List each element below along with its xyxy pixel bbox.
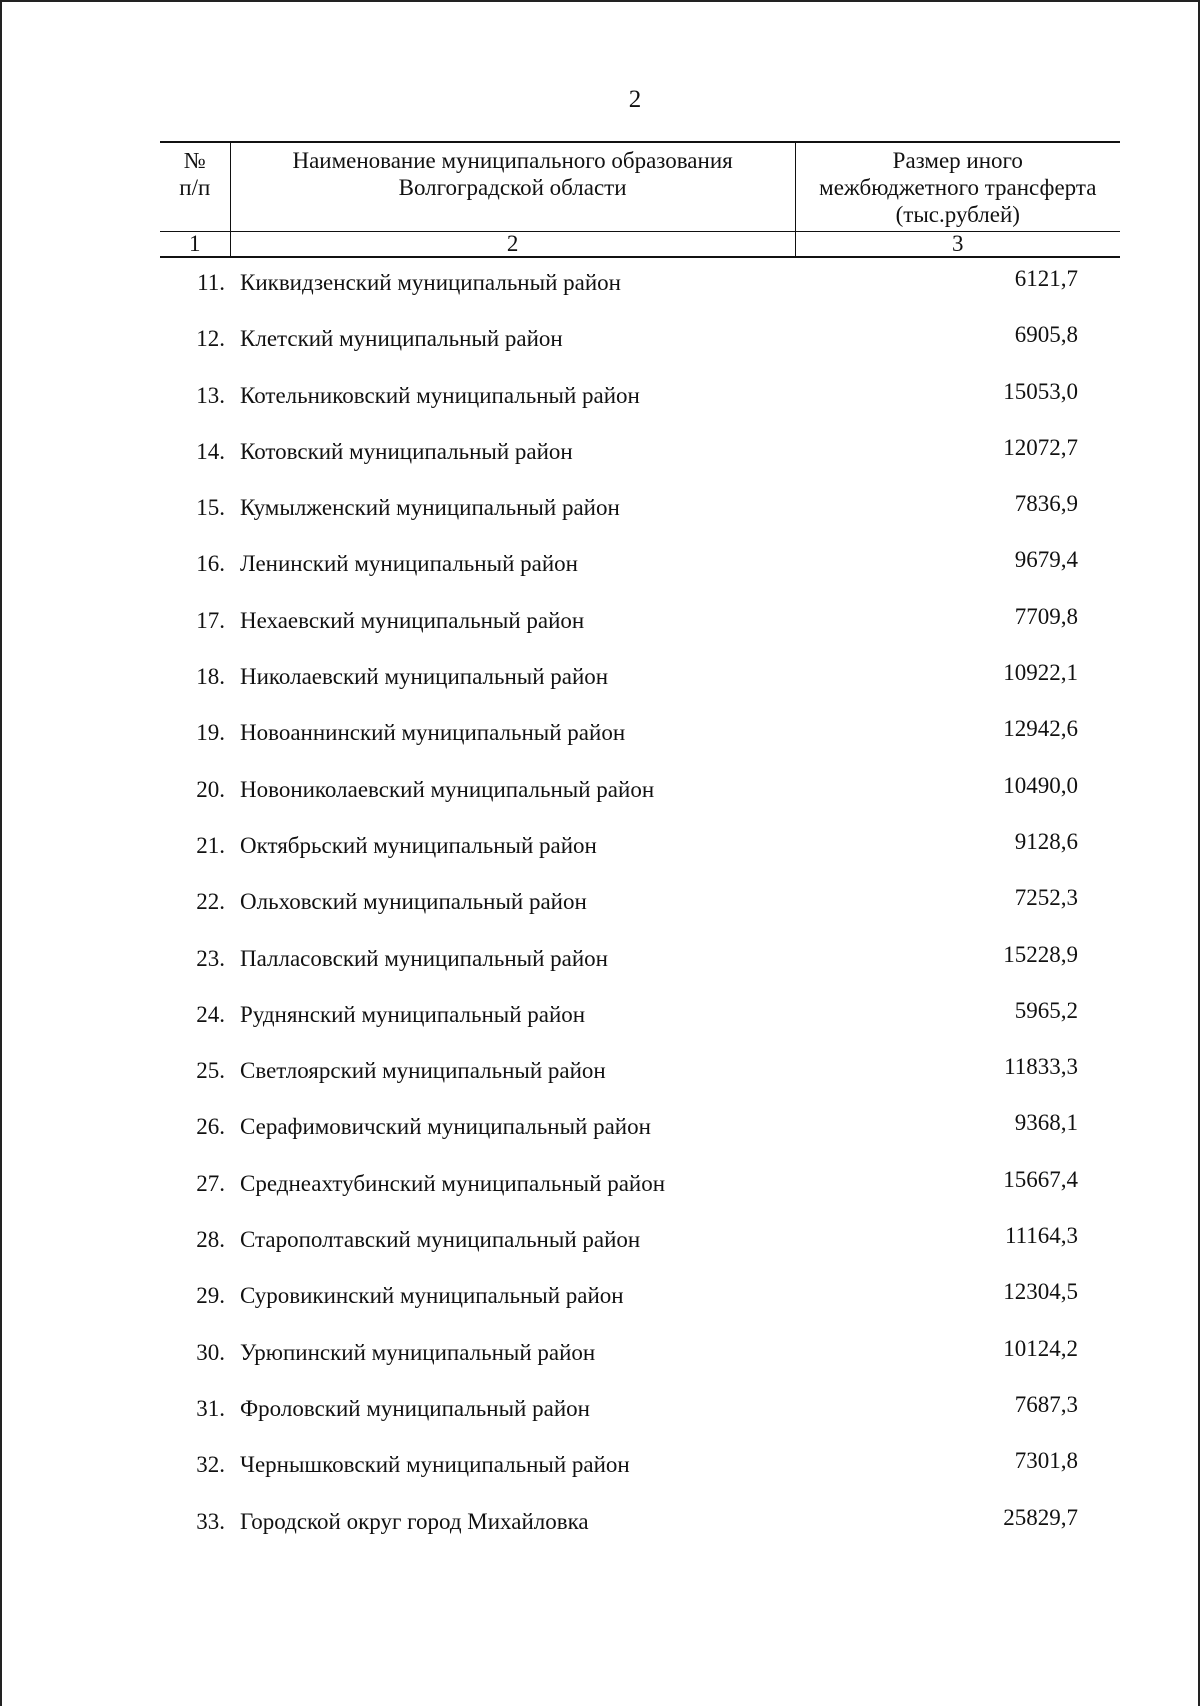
table-row — [160, 773, 1120, 829]
row-number: 14. — [196, 438, 225, 464]
row-transfer-value: 7252,3 — [1014, 885, 1078, 911]
row-transfer-value: 6905,8 — [1014, 322, 1078, 348]
row-municipality-name: Киквидзенский муниципальный район — [240, 270, 621, 295]
row-municipality-name: Руднянский муниципальный район — [240, 1001, 586, 1027]
table-row — [160, 885, 1120, 941]
row-transfer-value: 7836,9 — [1014, 491, 1078, 517]
row-municipality-name: Кумылженский муниципальный район — [240, 495, 620, 521]
row-transfer-value: 7687,3 — [1014, 1391, 1078, 1417]
table-row — [160, 1392, 1120, 1448]
row-municipality-name: Палласовский муниципальный район — [240, 945, 608, 971]
row-transfer-value: 12304,5 — [1003, 1279, 1078, 1305]
row-number: 18. — [196, 664, 225, 690]
page-number: 2 — [628, 86, 642, 113]
row-number: 25. — [196, 1058, 225, 1084]
row-municipality-name: Фроловский муниципальный район — [240, 1395, 590, 1421]
row-municipality-name: Котельниковский муниципальный район — [240, 382, 640, 408]
row-transfer-value: 12072,7 — [1003, 434, 1078, 460]
row-transfer-value: 7709,8 — [1014, 603, 1078, 629]
row-number: 26. — [196, 1114, 225, 1140]
row-number: 20. — [196, 776, 225, 802]
table-row — [160, 660, 1120, 716]
table-row — [160, 547, 1120, 603]
header-row — [160, 142, 1120, 232]
row-number: 15. — [196, 495, 225, 521]
row-transfer-value: 15053,0 — [1003, 378, 1078, 404]
row-municipality-name: Светлоярский муниципальный район — [240, 1058, 606, 1084]
row-transfer-value: 7301,8 — [1014, 1448, 1078, 1474]
row-transfer-value: 9679,4 — [1014, 547, 1078, 573]
header-name-line2: Волгоградской области — [398, 175, 627, 200]
header-index-3: 3 — [795, 232, 1120, 258]
row-number: 24. — [196, 1001, 225, 1027]
row-number: 12. — [196, 326, 225, 352]
row-transfer-value: 15228,9 — [1003, 941, 1078, 967]
table-row — [160, 1505, 1120, 1561]
row-number: 16. — [196, 551, 225, 577]
row-municipality-name: Старополтавский муниципальный район — [240, 1227, 641, 1253]
table-row — [160, 1279, 1120, 1335]
table-body — [160, 266, 1120, 1561]
row-number: 31. — [196, 1395, 225, 1421]
table-row — [160, 435, 1120, 491]
row-transfer-value: 6121,7 — [1014, 266, 1078, 291]
table-row — [160, 998, 1120, 1054]
row-municipality-name: Октябрьский муниципальный район — [240, 832, 597, 858]
row-number: 17. — [196, 607, 225, 633]
row-number: 23. — [196, 945, 225, 971]
table-row — [160, 829, 1120, 885]
row-transfer-value: 12942,6 — [1003, 716, 1078, 742]
row-number: 13. — [196, 382, 225, 408]
row-municipality-name: Городской округ город Михайловка — [240, 1508, 589, 1534]
row-municipality-name: Новониколаевский муниципальный район — [240, 776, 655, 802]
row-municipality-name: Среднеахтубинский муниципальный район — [240, 1170, 666, 1196]
row-number: 33. — [196, 1508, 225, 1534]
table-row — [160, 716, 1120, 772]
row-municipality-name: Чернышковский муниципальный район — [240, 1452, 630, 1478]
table-row — [160, 1448, 1120, 1504]
header-number-pp: п/п — [179, 175, 211, 200]
row-municipality-name: Котовский муниципальный район — [240, 438, 573, 464]
row-municipality-name: Серафимовичский муниципальный район — [240, 1114, 651, 1140]
table-row — [160, 604, 1120, 660]
row-transfer-value: 10124,2 — [1003, 1335, 1078, 1361]
row-transfer-value: 25829,7 — [1003, 1504, 1078, 1530]
table-row — [160, 1054, 1120, 1110]
row-number: 11. — [197, 270, 225, 295]
row-number: 27. — [196, 1170, 225, 1196]
table-row — [160, 491, 1120, 547]
row-municipality-name: Клетский муниципальный район — [240, 326, 563, 352]
row-municipality-name: Урюпинский муниципальный район — [240, 1339, 596, 1365]
table-row — [160, 1167, 1120, 1223]
row-number: 28. — [196, 1227, 225, 1253]
header-col-number — [160, 142, 230, 232]
table-row — [160, 1223, 1120, 1279]
header-index-1: 1 — [160, 232, 230, 258]
row-transfer-value: 10490,0 — [1003, 772, 1078, 798]
row-municipality-name: Николаевский муниципальный район — [240, 664, 609, 690]
header-name-line1: Наименование муниципального образования — [292, 148, 733, 173]
row-municipality-name: Ольховский муниципальный район — [240, 889, 587, 915]
row-municipality-name: Новоаннинский муниципальный район — [240, 720, 626, 746]
row-number: 29. — [196, 1283, 225, 1309]
page-top-edge — [0, 0, 1200, 2]
header-col-value — [795, 142, 1120, 232]
row-transfer-value: 11164,3 — [1004, 1223, 1078, 1249]
row-transfer-value: 9368,1 — [1014, 1110, 1078, 1136]
row-transfer-value: 5965,2 — [1014, 997, 1078, 1023]
row-transfer-value: 11833,3 — [1004, 1054, 1078, 1080]
row-number: 19. — [196, 720, 225, 746]
header-value-line2: межбюджетного трансферта — [819, 175, 1097, 200]
row-number: 22. — [196, 889, 225, 915]
row-transfer-value: 15667,4 — [1003, 1166, 1078, 1192]
header-index-row — [160, 232, 1120, 258]
row-municipality-name: Суровикинский муниципальный район — [240, 1283, 624, 1309]
table-row — [160, 322, 1120, 378]
row-municipality-name: Ленинский муниципальный район — [240, 551, 578, 577]
header-col-name — [230, 142, 795, 232]
header-value-line1: Размер иного — [892, 148, 1023, 173]
header-number-sign: № — [183, 148, 206, 173]
row-number: 30. — [196, 1339, 225, 1365]
row-number: 32. — [196, 1452, 225, 1478]
header-index-2: 2 — [230, 232, 795, 258]
row-municipality-name: Нехаевский муниципальный район — [240, 607, 585, 633]
header-value-line3: (тыс.рублей) — [895, 202, 1020, 227]
row-number: 21. — [196, 832, 225, 858]
table-row — [160, 942, 1120, 998]
row-transfer-value: 10922,1 — [1003, 660, 1078, 686]
page-left-edge — [0, 0, 2, 1706]
table-row — [160, 1336, 1120, 1392]
table-row — [160, 1110, 1120, 1166]
table-header — [160, 141, 1120, 258]
row-transfer-value: 9128,6 — [1014, 828, 1078, 854]
table-row — [160, 266, 1120, 322]
table-row — [160, 379, 1120, 435]
